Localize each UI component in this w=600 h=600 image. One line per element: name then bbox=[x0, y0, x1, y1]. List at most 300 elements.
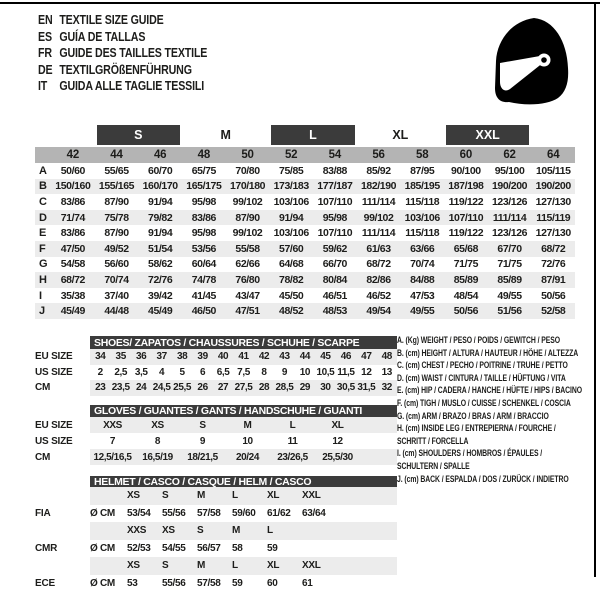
size-column-header: 60 bbox=[459, 149, 473, 161]
value-cell: 8 bbox=[261, 366, 267, 378]
table-row bbox=[35, 417, 397, 433]
value-cell: 8 bbox=[154, 435, 161, 447]
measure-value: 76/80 bbox=[235, 273, 260, 286]
size-cell: M bbox=[197, 560, 206, 572]
measure-value: 49/55 bbox=[497, 289, 522, 302]
size-group-m bbox=[182, 125, 269, 145]
measure-value: 83/88 bbox=[322, 164, 347, 177]
measure-value: 47/50 bbox=[60, 242, 85, 255]
table-row bbox=[35, 380, 397, 396]
value-cell: 59 bbox=[232, 577, 243, 589]
measure-value: 72/76 bbox=[541, 258, 566, 271]
row-label: FIA bbox=[35, 507, 51, 519]
row-label: EU SIZE bbox=[35, 351, 73, 363]
measure-value: 49/54 bbox=[366, 305, 391, 318]
row-values bbox=[90, 557, 397, 575]
measure-value: 44/48 bbox=[104, 305, 129, 318]
measure-value: 39/42 bbox=[148, 289, 173, 302]
measure-value: 70/74 bbox=[104, 273, 129, 286]
measure-value: 190/200 bbox=[491, 180, 528, 193]
value-cell: 2 bbox=[97, 366, 103, 378]
value-cell: 28 bbox=[258, 382, 270, 394]
value-cell: 38 bbox=[176, 351, 188, 363]
legend-item bbox=[397, 347, 592, 360]
measure-value: 56/60 bbox=[104, 258, 129, 271]
size-column-header: 46 bbox=[153, 149, 167, 161]
size-cell: XL bbox=[267, 560, 280, 572]
table-row bbox=[35, 433, 397, 449]
row-label: CM bbox=[35, 451, 51, 463]
measure-value: 95/98 bbox=[322, 211, 347, 224]
measure-value: 47/53 bbox=[410, 289, 435, 302]
measure-row bbox=[35, 194, 575, 210]
language-code: EN bbox=[38, 12, 53, 27]
value-cell: XL bbox=[331, 419, 344, 431]
row-label: US SIZE bbox=[35, 435, 73, 447]
measure-value: 84/88 bbox=[410, 273, 435, 286]
measure-value: 46/50 bbox=[191, 305, 216, 318]
value-cell: 12 bbox=[361, 366, 372, 378]
value-cell: 4 bbox=[159, 366, 165, 378]
row-values bbox=[90, 365, 397, 381]
top-border-line bbox=[0, 2, 600, 4]
legend-line: B. (cm) HEIGHT / ALTURA / HAUTEUR / HÖHE / ALTEZZA bbox=[397, 347, 579, 358]
value-cell: M bbox=[243, 419, 252, 431]
gloves-title-row bbox=[35, 405, 397, 417]
measure-value: 67/70 bbox=[497, 242, 522, 255]
size-header-row bbox=[35, 147, 575, 163]
gloves-table-rows bbox=[35, 417, 397, 465]
language-row bbox=[38, 29, 207, 46]
measure-value: 79/82 bbox=[148, 211, 173, 224]
measure-value: 119/122 bbox=[448, 227, 484, 240]
value-cell: 53 bbox=[127, 577, 138, 589]
measure-value: 46/51 bbox=[322, 289, 347, 302]
measure-value: 54/58 bbox=[60, 258, 85, 271]
value-cell: 56/57 bbox=[197, 542, 221, 554]
measure-value: 85/92 bbox=[366, 164, 391, 177]
table-row bbox=[35, 365, 397, 381]
value-cell: S bbox=[199, 419, 206, 431]
measure-value: 75/78 bbox=[104, 211, 129, 224]
measure-value: 85/89 bbox=[497, 273, 522, 286]
value-cell: 30 bbox=[320, 382, 331, 394]
value-cell: 57/58 bbox=[197, 507, 221, 519]
helmet-row bbox=[35, 487, 397, 505]
measure-value: 111/114 bbox=[492, 211, 527, 224]
measure-value: 47/51 bbox=[235, 305, 260, 318]
measure-row-label: H bbox=[39, 273, 47, 286]
measure-value: 68/72 bbox=[60, 273, 85, 286]
value-cell: 16,5/19 bbox=[142, 451, 173, 463]
row-label: CM bbox=[35, 382, 51, 394]
legend-item bbox=[397, 447, 592, 472]
language-row bbox=[38, 12, 207, 29]
shoes-table-title: SHOES/ ZAPATOS / CHAUSSURES / SCHUHE / SCARPE bbox=[90, 336, 397, 349]
measure-value: 65/68 bbox=[453, 242, 479, 255]
measure-row bbox=[35, 225, 575, 241]
size-group-s bbox=[95, 125, 182, 145]
row-values bbox=[90, 522, 397, 540]
measure-value: 48/53 bbox=[322, 305, 347, 318]
measure-value: 41/45 bbox=[191, 289, 216, 302]
value-cell: 10,5 bbox=[316, 366, 335, 378]
measure-value: 68/72 bbox=[541, 242, 566, 255]
language-title: GUIDE DES TAILLES TEXTILE bbox=[59, 45, 208, 60]
measure-value: 165/175 bbox=[186, 180, 222, 193]
value-cell: 2,5 bbox=[114, 366, 128, 378]
size-cell: L bbox=[232, 560, 238, 572]
size-cell: XXL bbox=[302, 560, 321, 572]
value-cell: 27,5 bbox=[234, 382, 253, 394]
table-row bbox=[35, 349, 397, 365]
legend-line: C. (cm) CHEST / PECHO / POITRINE / TRUHE / PETTO bbox=[397, 360, 568, 371]
legend-line: D. (cm) WAIST / CINTURA / TAILLE / HÜFTUNG / VITA bbox=[397, 372, 566, 383]
value-cell: 39 bbox=[197, 351, 208, 363]
size-column-header: 42 bbox=[66, 149, 80, 161]
measure-row bbox=[35, 241, 575, 257]
measure-value: 190/200 bbox=[535, 180, 571, 193]
measure-value: 78/82 bbox=[279, 273, 304, 286]
measure-value: 49/52 bbox=[104, 242, 129, 255]
language-code: ES bbox=[38, 28, 52, 44]
measure-value: 37/40 bbox=[104, 289, 129, 302]
value-cell: 9 bbox=[281, 366, 288, 378]
measure-value: 107/110 bbox=[317, 227, 353, 240]
measure-value: 95/100 bbox=[494, 164, 525, 177]
measure-value: 185/195 bbox=[404, 180, 440, 193]
size-cell: XL bbox=[267, 490, 280, 502]
measure-value: 71/74 bbox=[60, 211, 85, 224]
measure-value: 75/85 bbox=[279, 164, 304, 177]
value-cell: 6,5 bbox=[216, 366, 230, 378]
language-row bbox=[38, 62, 207, 79]
measure-value: 85/89 bbox=[453, 273, 479, 286]
value-cell: 12 bbox=[332, 435, 343, 447]
measure-value: 111/114 bbox=[361, 227, 396, 240]
size-column-header: 62 bbox=[503, 149, 516, 161]
size-cell: XS bbox=[127, 490, 140, 502]
measure-value: 123/126 bbox=[491, 227, 528, 240]
measure-value: 150/160 bbox=[55, 180, 91, 193]
measure-value: 182/190 bbox=[360, 180, 397, 193]
value-cell: 20/24 bbox=[235, 451, 260, 463]
legend-line: I. (cm) SHOULDERS / HOMBROS / ÉPAULES / bbox=[397, 448, 543, 459]
measure-row bbox=[35, 303, 575, 319]
value-cell: 30,5 bbox=[336, 382, 355, 394]
size-group-label: M bbox=[220, 128, 231, 142]
measure-value: 62/66 bbox=[235, 258, 260, 271]
measure-value: 119/122 bbox=[448, 195, 484, 208]
measure-value: 50/56 bbox=[541, 289, 566, 302]
measure-row-label: I bbox=[39, 289, 43, 302]
row-values bbox=[90, 575, 397, 593]
size-cell: M bbox=[232, 525, 241, 537]
size-group-l bbox=[269, 125, 356, 145]
size-column-header: 58 bbox=[416, 149, 429, 161]
measure-value: 35/38 bbox=[60, 289, 85, 302]
helmet-icon bbox=[488, 14, 572, 108]
value-cell: 61/62 bbox=[267, 507, 291, 519]
value-cell: 28,5 bbox=[275, 382, 294, 394]
value-cell: 25,5 bbox=[173, 382, 192, 394]
value-cell: 31,5 bbox=[357, 382, 376, 394]
row-values bbox=[90, 505, 397, 523]
gloves-section bbox=[35, 405, 397, 465]
measure-value: 90/100 bbox=[451, 164, 481, 177]
legend-item bbox=[397, 372, 592, 385]
size-column-header: 50 bbox=[241, 149, 254, 161]
value-cell: 52/53 bbox=[127, 542, 151, 554]
measure-row bbox=[35, 179, 575, 195]
value-cell: 59 bbox=[267, 542, 278, 554]
language-title: TEXTILGRÖßENFÜHRUNG bbox=[59, 61, 192, 77]
language-code: DE bbox=[38, 61, 53, 77]
legend-line: G. (cm) ARM / BRAZO / BRAS / ARM / BRACCIO bbox=[397, 410, 549, 421]
measure-value: 51/54 bbox=[148, 242, 173, 255]
measure-row bbox=[35, 210, 575, 226]
measure-value: 127/130 bbox=[535, 195, 571, 208]
language-code: FR bbox=[38, 45, 52, 60]
helmet-row bbox=[35, 522, 397, 540]
measure-value: 55/65 bbox=[104, 164, 129, 177]
measure-value: 80/84 bbox=[322, 273, 347, 286]
measure-value: 87/90 bbox=[104, 227, 129, 240]
value-cell: 37 bbox=[156, 351, 167, 363]
value-cell: 63/64 bbox=[302, 507, 326, 519]
size-group-label: XXL bbox=[446, 125, 529, 145]
measure-value: 95/98 bbox=[191, 227, 216, 240]
measure-value: 45/50 bbox=[279, 289, 304, 302]
value-cell: 18/21,5 bbox=[187, 451, 218, 463]
helmet-icon-svg bbox=[488, 14, 572, 108]
measure-value: 60/70 bbox=[148, 164, 173, 177]
size-cell: S bbox=[162, 560, 169, 572]
measure-value: 49/55 bbox=[410, 305, 435, 318]
gloves-table-title: GLOVES / GUANTES / GANTS / HANDSCHUHE / GUANTI bbox=[90, 405, 397, 417]
row-label: CMR bbox=[35, 542, 58, 554]
value-cell: 34 bbox=[95, 351, 106, 363]
measure-value: 91/94 bbox=[279, 211, 304, 224]
legend-item bbox=[397, 422, 592, 447]
row-values bbox=[90, 417, 397, 433]
measure-value: 103/106 bbox=[404, 211, 440, 224]
measure-value: 87/95 bbox=[410, 164, 435, 177]
measure-value: 155/165 bbox=[98, 180, 135, 193]
measure-value: 82/86 bbox=[366, 273, 391, 286]
language-code: IT bbox=[38, 78, 48, 93]
measure-value: 48/54 bbox=[453, 289, 479, 302]
value-cell: 57/58 bbox=[197, 577, 221, 589]
row-values bbox=[90, 380, 397, 396]
legend-line: F. (cm) TIGH / MUSLO / CUISSE / SCHENKEL / COSCIA bbox=[397, 397, 571, 408]
value-cell: 55/56 bbox=[162, 507, 186, 519]
measure-row-label: C bbox=[39, 195, 47, 208]
value-cell: 12,5/16,5 bbox=[93, 451, 132, 463]
measure-value: 187/198 bbox=[448, 180, 484, 193]
value-cell: 13 bbox=[381, 366, 392, 378]
size-group-label: L bbox=[271, 125, 354, 145]
value-cell: 47 bbox=[361, 351, 372, 363]
size-group-row bbox=[35, 125, 575, 147]
measure-value: 127/130 bbox=[535, 227, 571, 240]
value-cell: 41 bbox=[238, 351, 249, 363]
measure-value: 58/62 bbox=[148, 258, 173, 271]
size-column-header: 52 bbox=[284, 149, 298, 161]
value-cell: 61 bbox=[302, 577, 313, 589]
helmet-table-title: HELMET / CASCO / CASQUE / HELM / CASCO bbox=[90, 476, 397, 487]
measure-value: 99/102 bbox=[363, 211, 394, 224]
unit-cell: Ø CM bbox=[90, 507, 115, 519]
legend-item bbox=[397, 397, 592, 410]
measure-value: 43/47 bbox=[235, 289, 260, 302]
measure-value: 115/118 bbox=[405, 227, 440, 240]
measure-value: 177/187 bbox=[317, 180, 353, 193]
helmet-row bbox=[35, 540, 397, 558]
measure-value: 64/68 bbox=[279, 258, 304, 271]
measure-row-label: A bbox=[39, 164, 47, 177]
size-column-header: 64 bbox=[547, 149, 560, 161]
measure-row-label: D bbox=[39, 211, 47, 224]
value-cell: 53/54 bbox=[127, 507, 151, 519]
measure-value: 83/86 bbox=[191, 211, 216, 224]
value-cell: 59/60 bbox=[232, 507, 256, 519]
measure-value: 66/70 bbox=[322, 258, 347, 271]
measure-value: 52/58 bbox=[541, 305, 566, 318]
row-label: ECE bbox=[35, 577, 55, 589]
measure-value: 123/126 bbox=[491, 195, 528, 208]
size-cell: L bbox=[232, 490, 238, 502]
value-cell: 32 bbox=[381, 382, 392, 394]
size-column-header: 56 bbox=[372, 149, 385, 161]
measure-row bbox=[35, 163, 575, 179]
size-group-xl bbox=[357, 125, 444, 145]
table-row bbox=[35, 449, 397, 465]
measure-value: 72/76 bbox=[148, 273, 173, 286]
legend-item bbox=[397, 334, 592, 347]
measure-value: 50/60 bbox=[60, 164, 85, 177]
helmet-row bbox=[35, 575, 397, 593]
size-cell: XS bbox=[162, 525, 175, 537]
row-label: US SIZE bbox=[35, 366, 73, 378]
measure-row bbox=[35, 257, 575, 273]
legend-item bbox=[397, 473, 592, 486]
measure-row bbox=[35, 272, 575, 288]
measure-value: 65/75 bbox=[191, 164, 216, 177]
value-cell: 24,5 bbox=[152, 382, 171, 394]
value-cell: 11,5 bbox=[337, 366, 355, 378]
measure-value: 115/118 bbox=[405, 195, 440, 208]
value-cell: 40 bbox=[217, 351, 229, 363]
row-values bbox=[90, 540, 397, 558]
measure-value: 60/64 bbox=[191, 258, 216, 271]
measure-value: 55/58 bbox=[235, 242, 260, 255]
measure-value: 83/86 bbox=[60, 195, 85, 208]
unit-cell: Ø CM bbox=[90, 577, 115, 589]
legend-line: A. (Kg) WEIGHT / PESO / POIDS / GEWITCH / PESO bbox=[397, 335, 561, 345]
value-cell: 26 bbox=[197, 382, 208, 394]
legend-line: H. (cm) INSIDE LEG / ENTREPIERNA / FOURCHE / bbox=[397, 423, 556, 434]
value-cell: 42 bbox=[258, 351, 270, 363]
value-cell: L bbox=[289, 419, 296, 431]
measure-value: 51/56 bbox=[497, 305, 522, 318]
value-cell: 23 bbox=[95, 382, 106, 394]
helmet-row bbox=[35, 505, 397, 523]
size-column-header: 54 bbox=[328, 149, 342, 161]
row-label: EU SIZE bbox=[35, 419, 73, 431]
measure-value: 71/75 bbox=[497, 258, 522, 271]
size-cell: L bbox=[267, 525, 273, 537]
unit-cell: Ø CM bbox=[90, 542, 115, 554]
value-cell: 9 bbox=[199, 435, 206, 447]
measure-value: 68/72 bbox=[366, 258, 391, 271]
measure-value: 59/62 bbox=[322, 242, 347, 255]
value-cell: 7,5 bbox=[237, 366, 250, 378]
value-cell: 27 bbox=[217, 382, 229, 394]
measure-value: 91/94 bbox=[148, 227, 173, 240]
size-group-label: XL bbox=[392, 128, 409, 142]
size-cell: S bbox=[197, 525, 204, 537]
language-title: TEXTILE SIZE GUIDE bbox=[59, 12, 164, 27]
value-cell: 25,5/30 bbox=[322, 451, 353, 463]
value-cell: 55/56 bbox=[162, 577, 186, 589]
language-title: GUIDA ALLE TAGLIE TESSILI bbox=[59, 78, 205, 93]
measure-value: 45/49 bbox=[148, 305, 173, 318]
shoes-section bbox=[35, 336, 397, 396]
size-column-header: 44 bbox=[110, 149, 123, 161]
language-title: GUÍA DE TALLAS bbox=[59, 28, 146, 44]
measure-value: 63/66 bbox=[410, 242, 435, 255]
helmet-title-row bbox=[35, 476, 397, 487]
measure-value: 173/183 bbox=[273, 180, 309, 193]
measure-value: 103/106 bbox=[273, 227, 309, 240]
measure-row-label: F bbox=[39, 242, 46, 255]
measure-value: 160/170 bbox=[142, 180, 178, 193]
measure-row-label: J bbox=[39, 305, 46, 318]
measure-value: 50/56 bbox=[453, 305, 479, 318]
shoes-title-row bbox=[35, 336, 397, 349]
measure-value: 61/63 bbox=[366, 242, 391, 255]
size-cell: XS bbox=[127, 560, 140, 572]
measure-value: 71/75 bbox=[453, 258, 479, 271]
size-column-header: 48 bbox=[197, 149, 211, 161]
value-cell: 45 bbox=[320, 351, 331, 363]
textile-size-table bbox=[35, 125, 575, 319]
measure-value: 87/90 bbox=[235, 211, 260, 224]
measure-value: 170/180 bbox=[229, 180, 266, 193]
value-cell: 24 bbox=[136, 382, 147, 394]
measure-value: 103/106 bbox=[273, 195, 309, 208]
value-cell: 11 bbox=[287, 435, 298, 447]
value-cell: 10 bbox=[299, 366, 311, 378]
size-group-xxl bbox=[444, 125, 531, 145]
measure-row-label: G bbox=[39, 258, 48, 271]
measure-value: 83/86 bbox=[60, 227, 85, 240]
legend-line: SCHRITT / FORCELLA bbox=[397, 435, 469, 446]
value-cell: 60 bbox=[267, 577, 278, 589]
value-cell: 7 bbox=[109, 435, 116, 447]
row-values bbox=[90, 449, 397, 465]
measure-value: 70/80 bbox=[235, 164, 260, 177]
value-cell: 46 bbox=[340, 351, 352, 363]
helmet-row bbox=[35, 557, 397, 575]
legend-item bbox=[397, 384, 592, 397]
legend-item bbox=[397, 410, 592, 423]
size-cell: XXS bbox=[127, 525, 147, 537]
language-list bbox=[38, 12, 207, 95]
right-border-line bbox=[594, 2, 596, 577]
language-row bbox=[38, 78, 207, 95]
